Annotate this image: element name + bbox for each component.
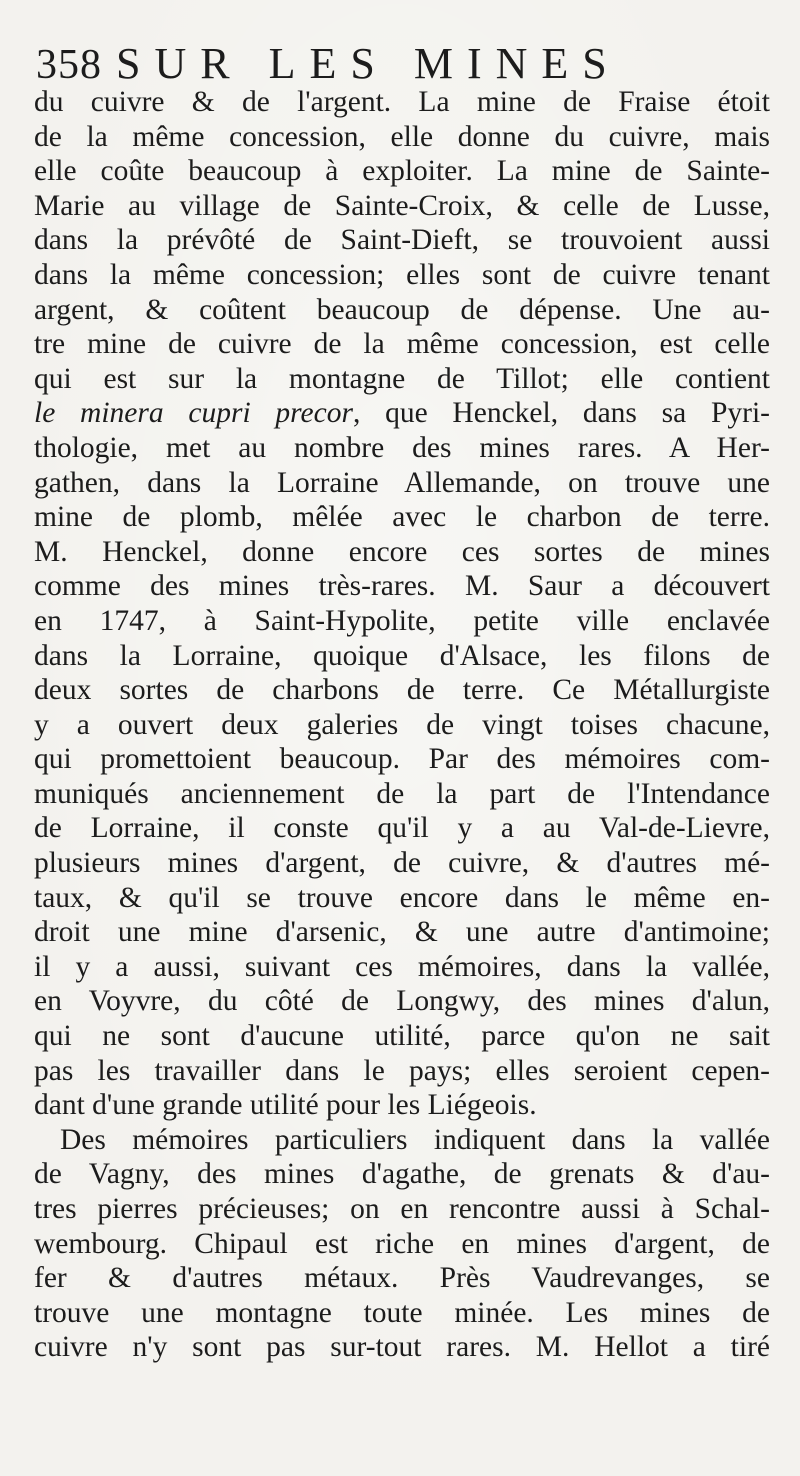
text-line: elle coûte beaucoup à exploiter. La mine de Sainte-: [34, 155, 770, 188]
text-line: de la même concession, elle donne du cuivre, mais: [34, 120, 770, 153]
text-line: muniqués anciennement de la part de l'Intendance: [34, 777, 770, 810]
text-line: plusieurs mines d'argent, de cuivre, & d'autres mé-: [34, 847, 770, 880]
text-line: tre mine de cuivre de la même concession, est celle: [34, 328, 770, 361]
text-line: argent, & coûtent beaucoup de dépense. Une au-: [34, 293, 770, 326]
body-text: [34, 85, 770, 1365]
text-line: thologie, met au nombre des mines rares. A Her-: [34, 431, 770, 464]
text-line: le minera cupri precor, que Henckel, dans sa Pyri-: [34, 397, 770, 430]
page-number: 358: [36, 42, 102, 88]
text-line: qui ne sont d'aucune utilité, parce qu'on ne sait: [34, 1020, 770, 1053]
text-line: fer & d'autres métaux. Près Vaudrevanges, se: [34, 1262, 770, 1295]
text-line: dans la prévôté de Saint-Dieft, se trouvoient aussi: [34, 224, 770, 257]
text-line: deux sortes de charbons de terre. Ce Métallurgiste: [34, 674, 770, 707]
text-line: pas les travailler dans le pays; elles seroient cepen-: [34, 1054, 770, 1087]
text-line: mine de plomb, mêlée avec le charbon de terre.: [34, 501, 770, 534]
text-line: tres pierres précieuses; on en rencontre aussi à Schal-: [34, 1193, 770, 1225]
text-line: dant d'une grande utilité pour les Liégeois.: [34, 1089, 537, 1122]
text-line: M. Henckel, donne encore ces sortes de mines: [34, 535, 770, 568]
text-line: de Lorraine, il conste qu'il y a au Val-de-Lievre,: [34, 812, 770, 845]
text-line: trouve une montagne toute minée. Les mines de: [34, 1296, 770, 1329]
text-line: de Vagny, des mines d'agathe, de grenats & d'au-: [34, 1158, 770, 1191]
text-line: qui promettoient beaucoup. Par des mémoires com-: [34, 743, 770, 776]
text-line: en Voyvre, du côté de Longwy, des mines d'alun,: [34, 985, 770, 1018]
text-line: wembourg. Chipaul est riche en mines d'argent, de: [34, 1227, 770, 1260]
text-line: gathen, dans la Lorraine Allemande, on trouve une: [34, 466, 770, 499]
text-line: y a ouvert deux galeries de vingt toises chacune,: [34, 708, 770, 741]
text-line: dans la Lorraine, quoique d'Alsace, les filons de: [34, 639, 770, 672]
text-line: il y a aussi, suivant ces mémoires, dans la vallée,: [34, 950, 770, 983]
text-line: en 1747, à Saint-Hypolite, petite ville enclavée: [34, 604, 770, 637]
paragraph: [34, 85, 770, 1123]
page-header: [36, 38, 621, 92]
text-line: Des mémoires particuliers indiquent dans la vallée: [60, 1123, 770, 1156]
paragraph: [34, 1123, 770, 1365]
running-head: SUR LES MINES: [116, 39, 621, 88]
text-line: droit une mine d'arsenic, & une autre d'antimoine;: [34, 916, 770, 949]
text-line: Marie au village de Sainte-Croix, & celle de Lusse,: [34, 189, 770, 222]
text-line: qui est sur la montagne de Tillot; elle contient: [34, 362, 770, 395]
text-line: du cuivre & de l'argent. La mine de Fraise étoit: [34, 86, 770, 118]
text-line: dans la même concession; elles sont de cuivre tenant: [34, 258, 770, 291]
text-line: comme des mines très-rares. M. Saur a découvert: [34, 570, 770, 603]
text-line: cuivre n'y sont pas sur-tout rares. M. Hellot a tiré: [34, 1331, 770, 1364]
text-line: taux, & qu'il se trouve encore dans le même en-: [34, 881, 770, 914]
